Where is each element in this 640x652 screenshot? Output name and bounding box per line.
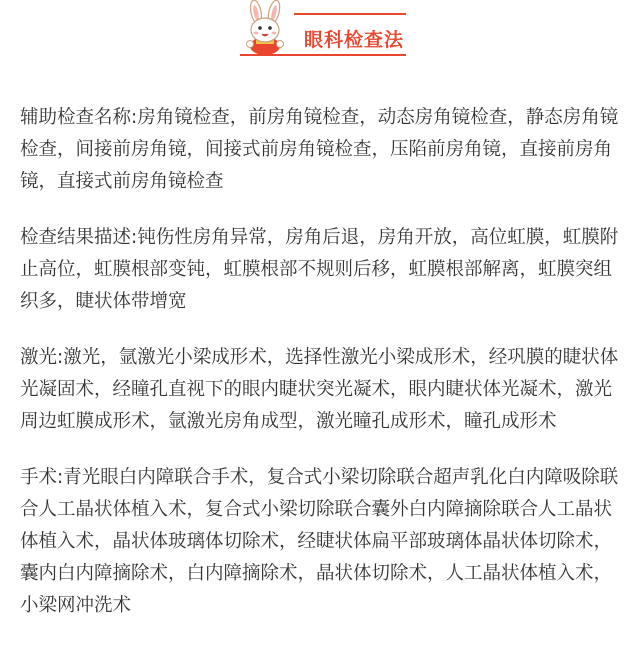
section-text: 青光眼白内障联合手术，复合式小梁切除联合超声乳化白内障吸除联合人工晶状体植入术，复合式小梁切除联合囊外白内障摘除联合人工晶状体植入术，晶状体玻璃体切除术，经睫状体扁平部玻璃体晶状体切除术，囊内白内障摘除术，白内障摘除术，晶状体切除术，人工晶状体植入术，小梁网冲洗术: [20, 467, 619, 616]
section-label: 辅助检查名称:: [20, 107, 138, 128]
header-divider-top: [294, 13, 406, 15]
section-label: 激光:: [20, 347, 64, 368]
section-surgery: [20, 462, 626, 622]
section-label: 手术:: [20, 467, 64, 488]
section-text: 激光，氩激光小梁成形术，选择性激光小梁成形术，经巩膜的睫状体光凝固术，经瞳孔直视下的眼内睫状突光凝术，眼内睫状体光凝术，激光周边虹膜成形术，氩激光房角成型，激光瞳孔成形术，瞳孔成形术: [20, 347, 619, 432]
rabbit-mascot-icon: [236, 0, 298, 56]
section-auxiliary-exam: [20, 102, 626, 198]
header-divider-bottom: [240, 54, 406, 56]
article-body: [20, 102, 626, 646]
section-result-description: [20, 222, 626, 318]
section-label: 检查结果描述:: [20, 227, 138, 248]
section-laser: [20, 342, 626, 438]
section-text: 钝伤性房角异常，房角后退，房角开放，高位虹膜，虹膜附止高位，虹膜根部变钝，虹膜根部不规则后移，虹膜根部解离，虹膜突组织多，睫状体带增宽: [20, 227, 619, 312]
section-text: 房角镜检查，前房角镜检查，动态房角镜检查，静态房角镜检查，间接前房角镜，间接式前房角镜检查，压陷前房角镜，直接前房角镜，直接式前房角镜检查: [20, 107, 619, 192]
page-header: [236, 0, 410, 58]
page-title: 眼科检查法: [304, 29, 405, 51]
